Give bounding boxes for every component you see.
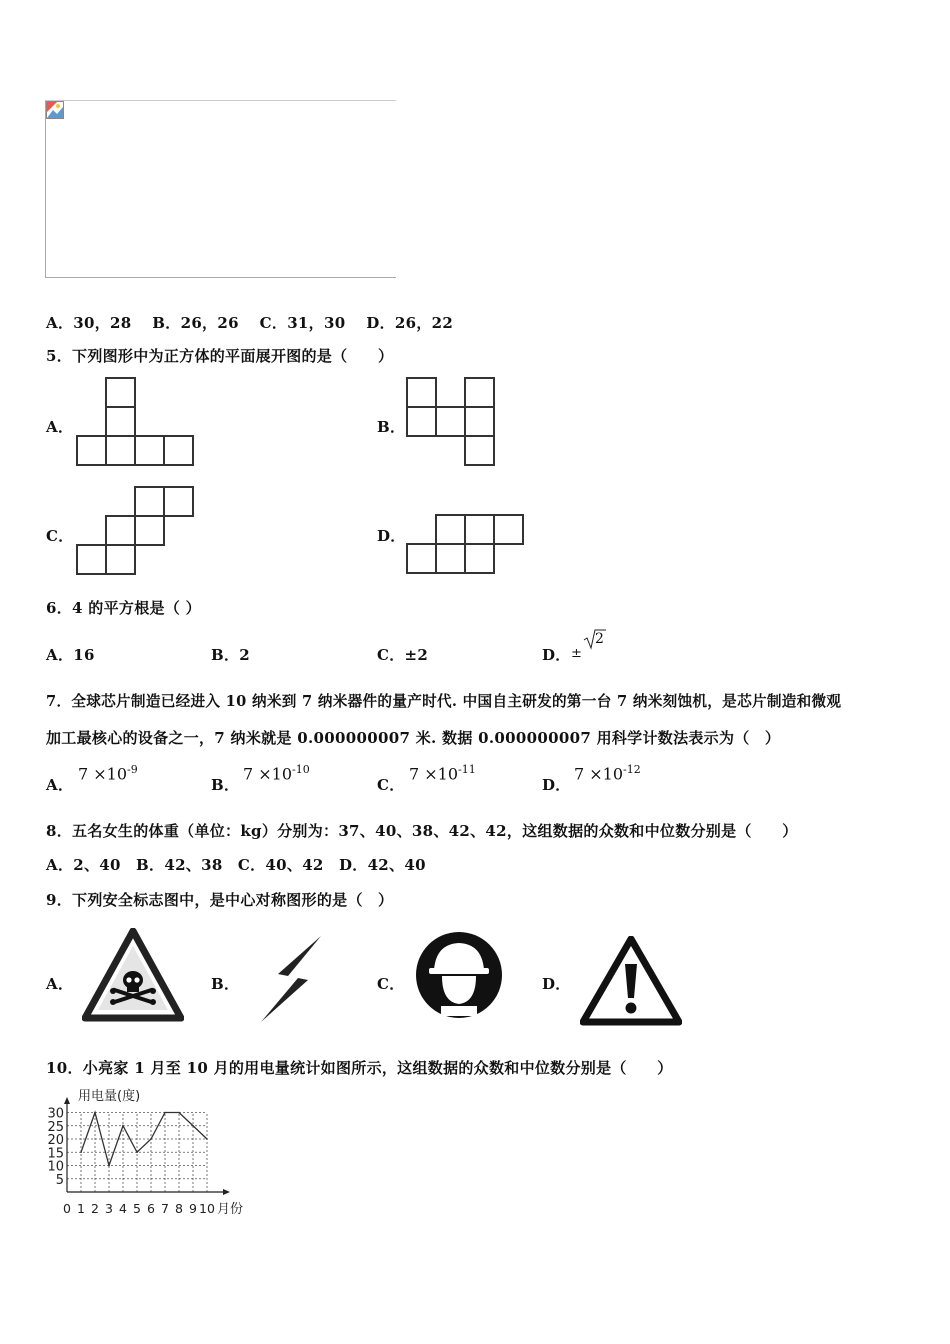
sci-base: 7 ×10 xyxy=(409,764,459,784)
chart-data-point xyxy=(122,1125,124,1127)
q8-stem: 8．五名女生的体重（单位：kg）分别为：37、40、38、42、42，这组数据的众数和中位数分别是（ ） xyxy=(46,822,798,840)
q4-options: A．30，28 B．26，26 C．31，30 D．26，22 xyxy=(46,314,454,332)
q6-option-d-radicand: 2 xyxy=(595,631,604,647)
chart-y-axis-arrow xyxy=(64,1097,70,1104)
chart-x-tick-label: 4 xyxy=(119,1201,127,1216)
q7-stem-line1: 7．全球芯片制造已经进入 10 纳米到 7 纳米器件的量产时代. 中国自主研发的第一台 7 纳米刻蚀机，是芯片制造和微观 xyxy=(46,693,842,710)
chart-x-axis-label: 月份 xyxy=(217,1202,244,1217)
chart-y-tick-label: 10 xyxy=(47,1159,64,1175)
q6-option-c: C．±2 xyxy=(377,646,429,664)
chart-x-axis-arrow xyxy=(223,1189,230,1195)
chart-data-point xyxy=(178,1112,180,1114)
q7-option-d-value xyxy=(574,763,641,783)
q5-net-d xyxy=(405,513,527,577)
toxic-warning-sign-icon xyxy=(82,928,184,1022)
q5-stem: 5．下列图形中为正方体的平面展开图的是（ ） xyxy=(46,347,394,365)
chart-x-tick-label: 5 xyxy=(133,1201,141,1216)
q5-label-d: D． xyxy=(377,527,406,545)
q7-label-c: C． xyxy=(377,776,405,794)
q8-options: A．2、40 B．42、38 C．40、42 D．42、40 xyxy=(46,856,426,874)
q5-net-a xyxy=(75,376,195,468)
hard-hat-sign-icon xyxy=(414,930,504,1020)
chart-data-point xyxy=(94,1112,96,1114)
q5-net-c xyxy=(75,485,195,577)
chart-x-tick-label: 7 xyxy=(161,1201,169,1216)
broken-image-placeholder xyxy=(45,100,396,278)
chart-y-tick-label: 30 xyxy=(47,1106,64,1122)
chart-data-point xyxy=(80,1151,82,1153)
chart-data-point xyxy=(150,1138,152,1140)
chart-data-point xyxy=(136,1151,138,1153)
chart-x-tick-label: 1 xyxy=(77,1201,85,1216)
chart-y-axis-label: 用电量(度) xyxy=(78,1089,141,1104)
q9-label-b: B． xyxy=(211,975,240,993)
chart-x-tick-label: 10 xyxy=(199,1201,215,1216)
chart-x-tick-label: 9 xyxy=(189,1201,197,1216)
q9-label-d: D． xyxy=(542,975,571,993)
q5-net-b xyxy=(405,376,497,468)
sci-exponent: -11 xyxy=(458,763,476,776)
q7-label-d: D． xyxy=(542,776,571,794)
chart-x-tick-label: 2 xyxy=(91,1201,99,1216)
q7-option-b-value xyxy=(243,763,310,783)
sci-base: 7 ×10 xyxy=(243,764,293,784)
q10-stem: 10．小亮家 1 月至 10 月的用电量统计如图所示，这组数据的众数和中位数分别是（ ） xyxy=(46,1059,673,1077)
chart-y-tick-label: 5 xyxy=(55,1172,64,1188)
chart-data-point xyxy=(206,1138,208,1140)
sci-base: 7 ×10 xyxy=(78,764,128,784)
chart-x-tick-label: 8 xyxy=(175,1201,183,1216)
q9-label-a: A． xyxy=(46,975,74,993)
sci-exponent: -9 xyxy=(127,763,138,776)
q5-label-a: A． xyxy=(46,418,74,436)
q7-label-a: A． xyxy=(46,776,74,794)
q6-option-b: B．2 xyxy=(211,646,251,664)
chart-y-tick-label: 20 xyxy=(47,1133,64,1148)
chart-y-tick-label: 25 xyxy=(47,1119,64,1135)
sci-exponent: -12 xyxy=(623,763,641,776)
q7-stem-line2: 加工最核心的设备之一，7 纳米就是 0.000000007 米. 数据 0.000000007 用科学计数法表示为（ ） xyxy=(46,729,781,747)
q6-option-a: A．16 xyxy=(46,646,95,664)
broken-image-icon xyxy=(46,101,64,119)
q5-label-c: C． xyxy=(46,527,74,545)
exclamation-warning-sign-icon xyxy=(580,936,682,1026)
q6-stem: 6．4 的平方根是（ ） xyxy=(46,599,201,617)
chart-data-point xyxy=(192,1125,194,1127)
q9-stem: 9．下列安全标志图中，是中心对称图形的是（ ） xyxy=(46,891,394,909)
chart-axes xyxy=(64,1097,230,1195)
chart-x-tick-label: 6 xyxy=(147,1201,155,1216)
electricity-usage-line-chart xyxy=(44,1084,258,1222)
q7-label-b: B． xyxy=(211,776,240,794)
chart-y-tick-label: 15 xyxy=(47,1146,64,1162)
chart-data-point xyxy=(108,1165,110,1167)
q7-option-c-value xyxy=(409,763,476,783)
q9-label-c: C． xyxy=(377,975,405,993)
chart-x-tick-label: 0 xyxy=(63,1201,71,1216)
q6-option-d-label: D． xyxy=(542,646,571,664)
chart-x-tick-label: 3 xyxy=(105,1201,113,1216)
lightning-bolt-icon xyxy=(258,934,324,1024)
sci-base: 7 ×10 xyxy=(574,764,624,784)
q7-option-a-value xyxy=(78,763,138,783)
sci-exponent: -10 xyxy=(292,763,310,776)
q6-option-d-plusminus: ± xyxy=(571,646,582,661)
q5-label-b: B． xyxy=(377,418,406,436)
chart-data-point xyxy=(164,1112,166,1114)
